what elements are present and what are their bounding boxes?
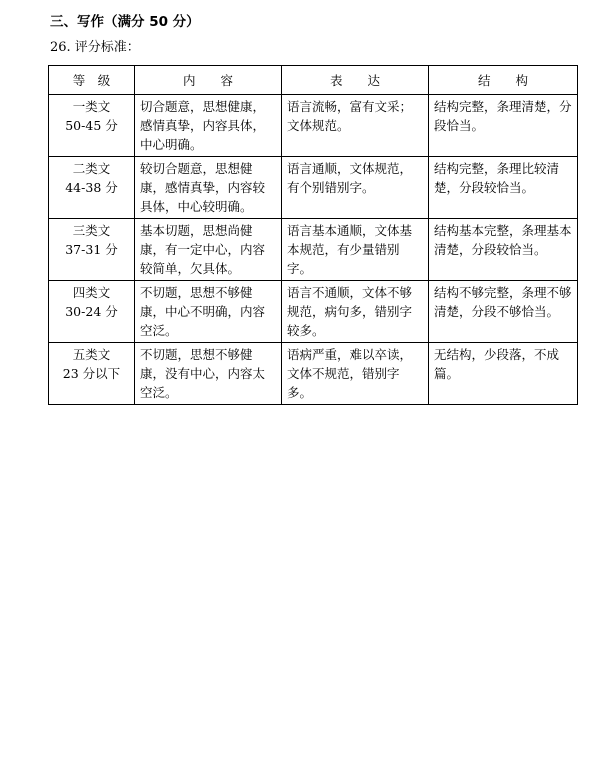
header-structure: 结 构	[429, 66, 578, 95]
grade-score: 50-45 分	[65, 118, 118, 133]
expression-cell: 语言不通顺，文体不够规范，病句多，错别字较多。	[282, 281, 429, 343]
table-row	[49, 157, 578, 219]
structure-cell: 结构不够完整，条理不够清楚，分段不够恰当。	[429, 281, 578, 343]
question-label: 26. 评分标准：	[50, 40, 140, 55]
grade-name: 二类文	[72, 161, 111, 176]
structure-cell: 结构完整，条理比较清楚，分段较恰当。	[429, 157, 578, 219]
expression-cell: 语言流畅，富有文采；文体规范。	[282, 95, 429, 157]
expression-cell: 语言基本通顺，文体基本规范，有少量错别字。	[282, 219, 429, 281]
table-row	[49, 281, 578, 343]
grade-cell	[49, 219, 135, 281]
expression-cell: 语言通顺，文体规范，有个别错别字。	[282, 157, 429, 219]
content-cell: 不切题，思想不够健康，中心不明确，内容空泛。	[135, 281, 282, 343]
grade-name: 一类文	[72, 99, 111, 114]
scoring-criteria-table	[48, 65, 578, 405]
content-cell: 基本切题，思想尚健康，有一定中心，内容较简单，欠具体。	[135, 219, 282, 281]
table-row	[49, 343, 578, 405]
grade-cell	[49, 95, 135, 157]
grade-name: 三类文	[72, 223, 111, 238]
grade-name: 五类文	[72, 347, 111, 362]
grade-name: 四类文	[72, 285, 111, 300]
structure-cell: 无结构，少段落，不成篇。	[429, 343, 578, 405]
header-grade: 等 级	[49, 66, 135, 95]
header-expression: 表 达	[282, 66, 429, 95]
content-cell: 不切题，思想不够健康，没有中心，内容太空泛。	[135, 343, 282, 405]
table-row	[49, 95, 578, 157]
grade-cell	[49, 343, 135, 405]
expression-cell: 语病严重，难以卒读，文体不规范，错别字多。	[282, 343, 429, 405]
table-header-row	[49, 66, 578, 95]
grade-cell	[49, 281, 135, 343]
table-row	[49, 219, 578, 281]
grade-score: 30-24 分	[65, 304, 118, 319]
grade-cell	[49, 157, 135, 219]
content-cell: 切合题意，思想健康，感情真挚，内容具体，中心明确。	[135, 95, 282, 157]
section-title: 三、写作（满分 50 分）	[50, 14, 200, 30]
grade-score: 37-31 分	[65, 242, 118, 257]
structure-cell: 结构基本完整，条理基本清楚，分段较恰当。	[429, 219, 578, 281]
content-cell: 较切合题意，思想健康，感情真挚，内容较具体，中心较明确。	[135, 157, 282, 219]
grade-score: 44-38 分	[65, 180, 118, 195]
grade-score: 23 分以下	[62, 366, 121, 381]
header-content: 内 容	[135, 66, 282, 95]
structure-cell: 结构完整，条理清楚，分段恰当。	[429, 95, 578, 157]
